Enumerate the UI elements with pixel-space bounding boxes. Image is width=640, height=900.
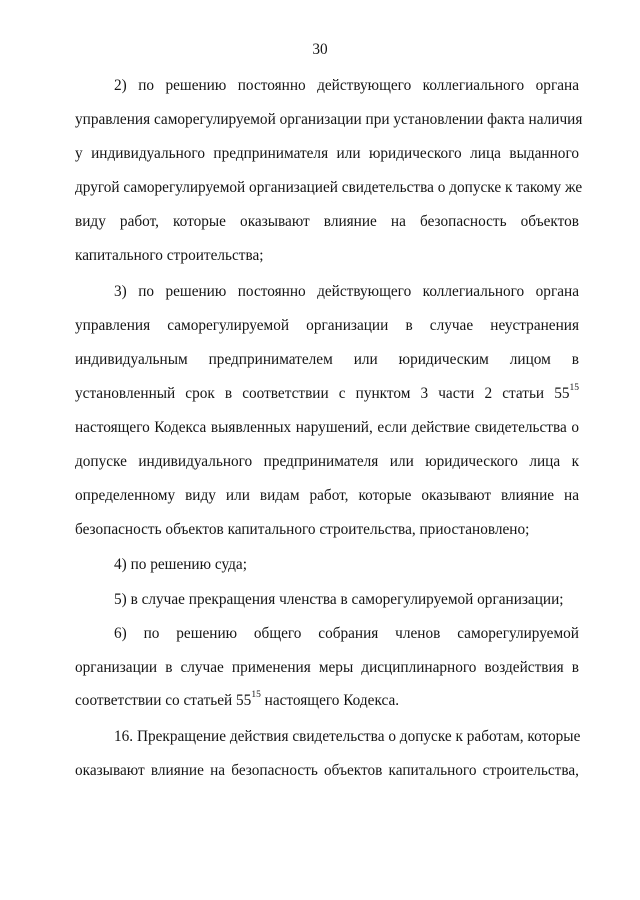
item-2-line-6: капитального строительства; xyxy=(75,247,264,264)
item-3-line-7: определенному виду или видам работ, которые оказывают влияние на xyxy=(75,487,579,504)
item-2-line-4: другой саморегулируемой организацией свидетельства о допуске к такому же xyxy=(75,179,583,196)
article-superscript: 15 xyxy=(251,689,261,700)
item-4-line-1: 4) по решению суда; xyxy=(114,556,247,573)
item-3-line-4 xyxy=(75,383,579,405)
item-3-line-3: индивидуальным предпринимателем или юридическим лицом в xyxy=(75,351,579,368)
article-superscript: 15 xyxy=(569,382,579,393)
item-5-line-1: 5) в случае прекращения членства в саморегулируемой организации; xyxy=(114,591,564,608)
paragraph-16-line-2: оказывают влияние на безопасность объектов капитального строительства, xyxy=(75,762,579,779)
item-6-line-2: организации в случае применения меры дисциплинарного воздействия в xyxy=(75,659,579,676)
item-6-line-3 xyxy=(75,690,579,712)
item-6-line-1: 6) по решению общего собрания членов саморегулируемой xyxy=(114,625,579,642)
item-2-line-1: 2) по решению постоянно действующего коллегиального органа xyxy=(114,77,579,94)
paragraph-16-line-1: 16. Прекращение действия свидетельства о допуске к работам, которые xyxy=(114,728,581,745)
item-3-line-8: безопасность объектов капитального строительства, приостановлено; xyxy=(75,521,530,538)
item-6-line-3-tail: настоящего Кодекса. xyxy=(260,692,400,709)
item-2-line-2: управления саморегулируемой организации при установлении факта наличия xyxy=(75,111,583,128)
page-number: 30 xyxy=(312,41,328,58)
item-2-line-5: виду работ, которые оказывают влияние на безопасность объектов xyxy=(75,213,579,230)
item-3-line-6: допуске индивидуального предпринимателя или юридического лица к xyxy=(75,453,579,470)
item-3-line-5: настоящего Кодекса выявленных нарушений, если действие свидетельства о xyxy=(75,419,579,436)
item-3-line-1: 3) по решению постоянно действующего коллегиального органа xyxy=(114,283,579,300)
item-6-line-3-text: соответствии со статьей 55 xyxy=(75,692,252,709)
item-3-line-2: управления саморегулируемой организации в случае неустранения xyxy=(75,317,579,334)
item-3-line-4-text: установленный срок в соответствии с пунктом 3 части 2 статьи 55 xyxy=(75,385,570,402)
item-2-line-3: у индивидуального предпринимателя или юридического лица выданного xyxy=(75,145,579,162)
